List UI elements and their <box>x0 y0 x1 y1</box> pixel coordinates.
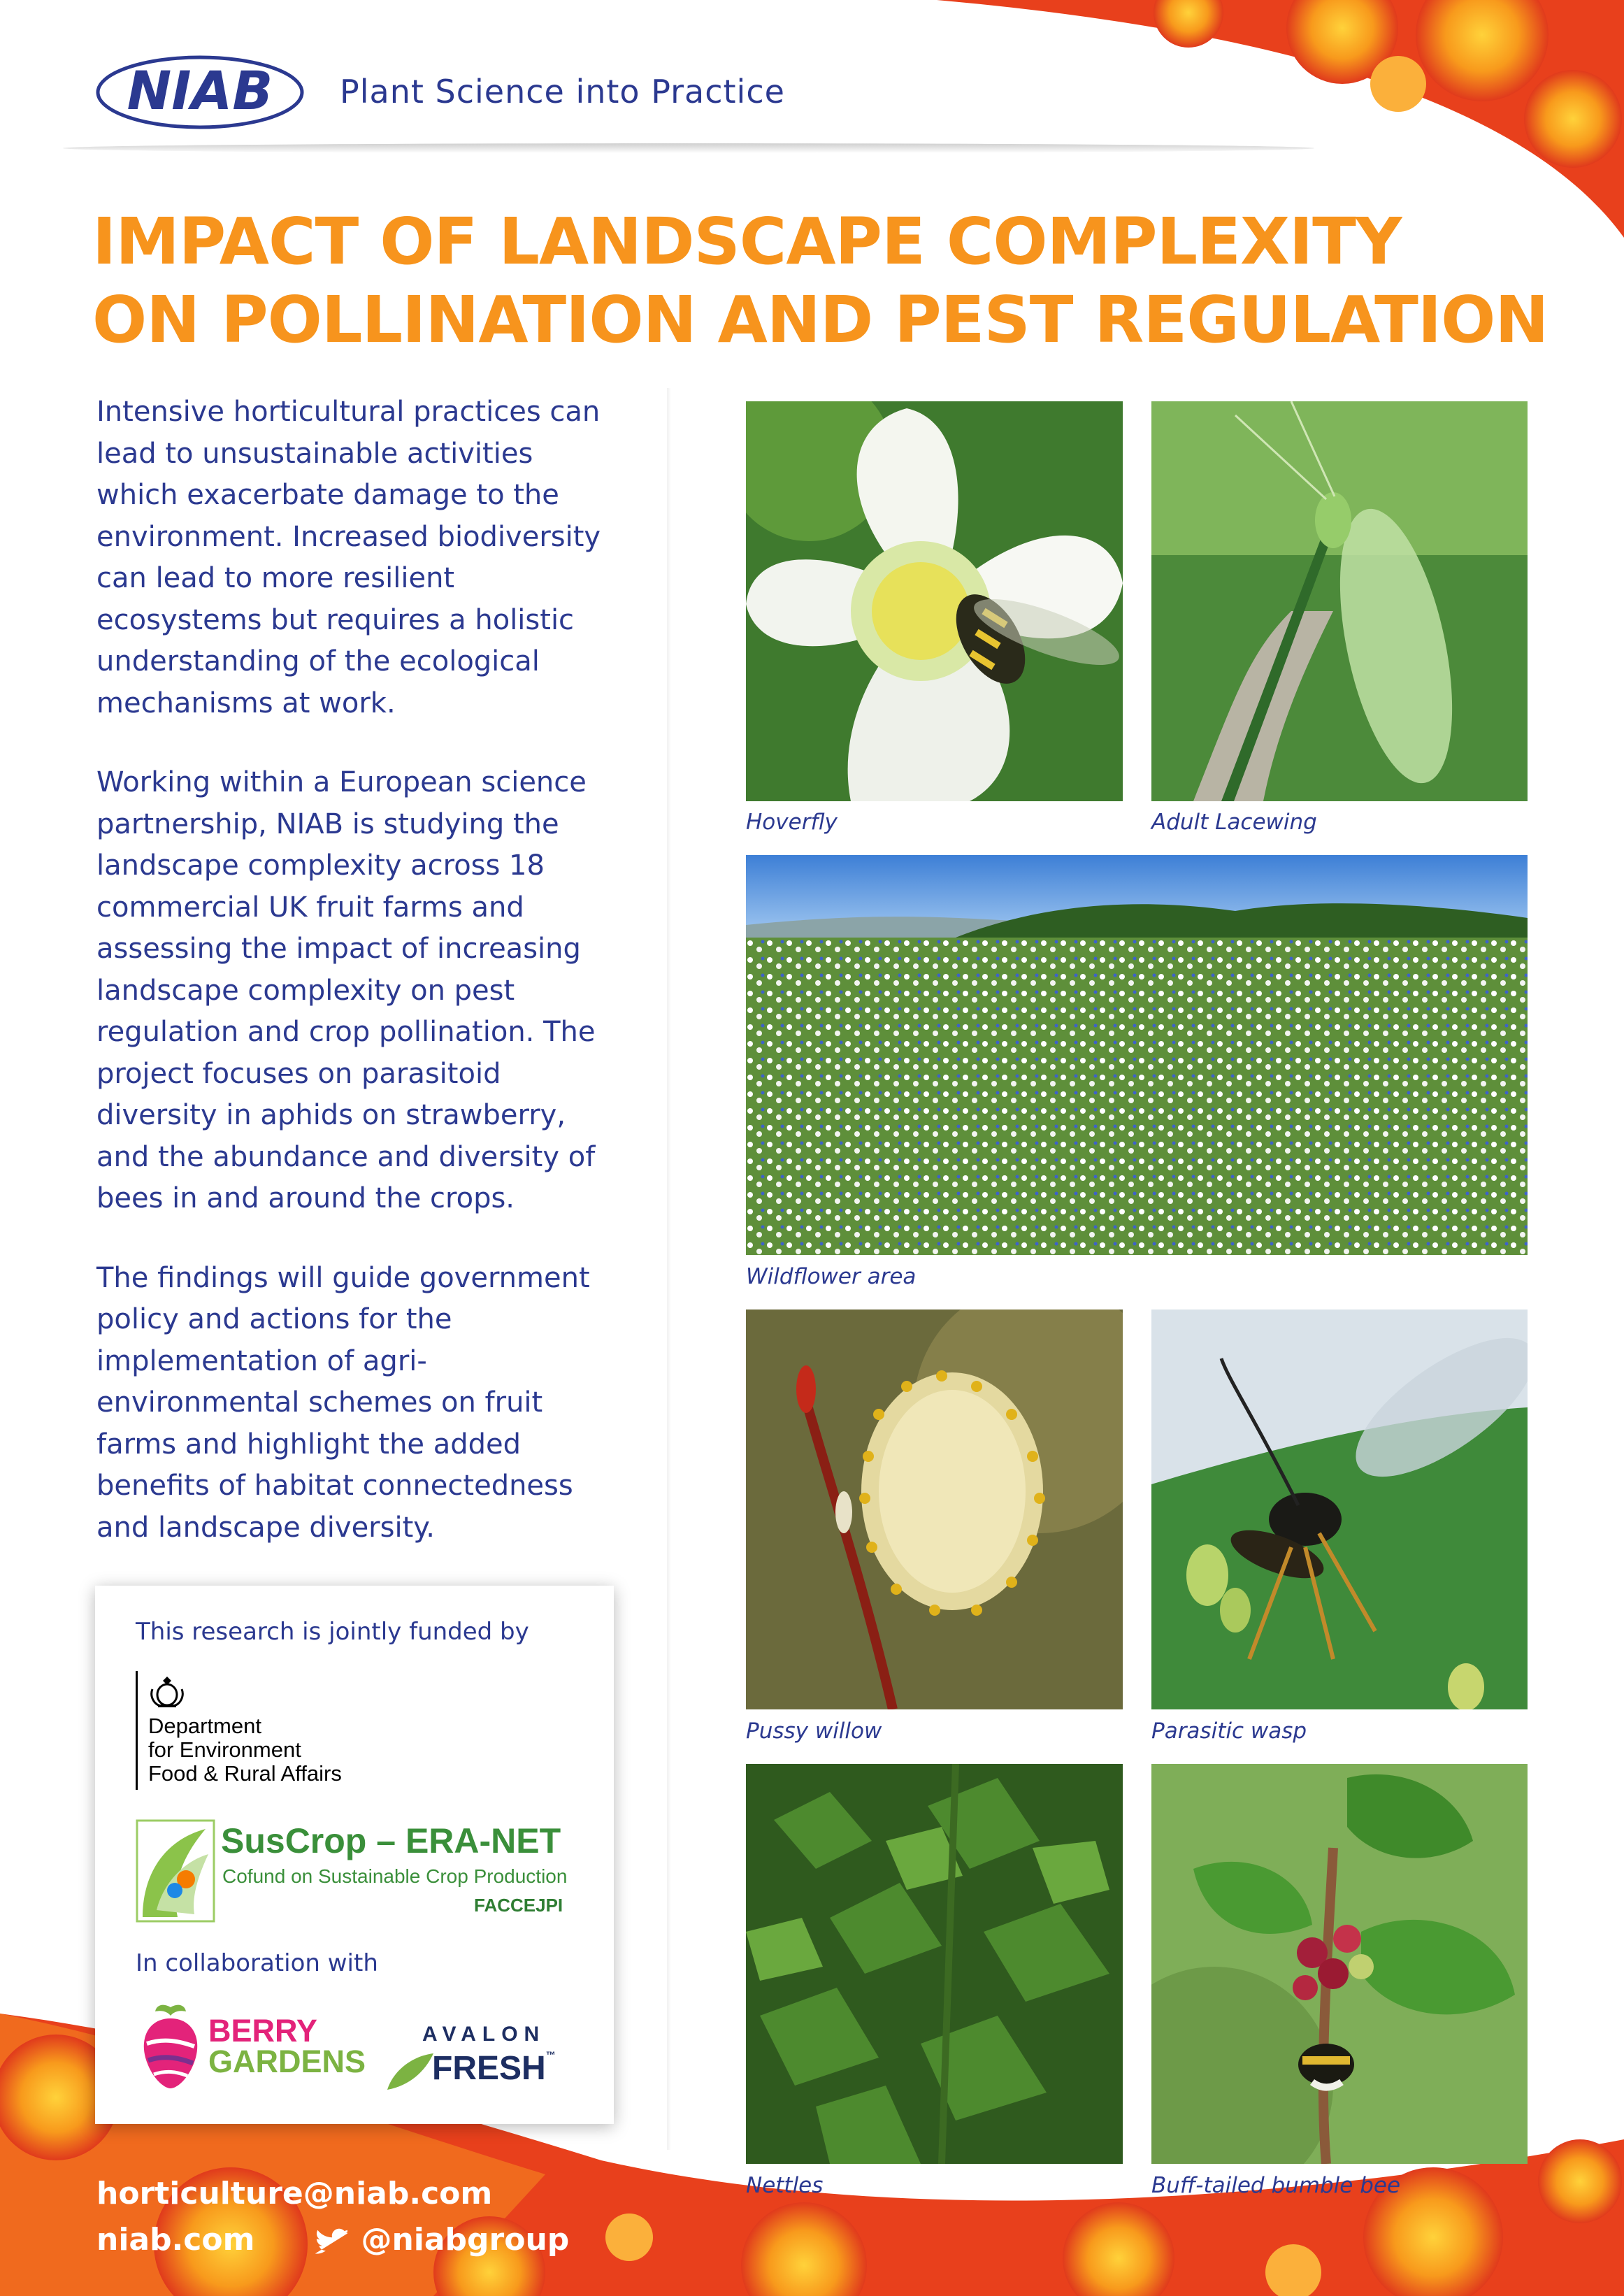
caption-bumble-bee: Buff-tailed bumble bee <box>1151 2173 1401 2198</box>
berry-gardens-logo <box>136 2002 373 2100</box>
photo-nettles <box>746 1764 1123 2164</box>
caption-parasitic-wasp: Parasitic wasp <box>1151 1719 1307 1744</box>
berry-icon <box>136 2002 206 2093</box>
title-line-2: ON POLLINATION AND PEST REGULATION <box>92 282 1548 357</box>
funders-box <box>95 1586 614 2124</box>
paragraph-intro: Intensive horticultural practices can lead to unsustainable activities which exacerbate damage to the environment. Increased biodiversity can lead to more resilient ecosystems but requires a holistic understanding of the ecological mechanisms at work. <box>96 396 601 719</box>
photo-lacewing <box>1151 401 1528 801</box>
suscrop-logo <box>136 1819 583 1924</box>
photo-bumble-bee <box>1151 1764 1528 2164</box>
paragraph-findings: The findings will guide government policy and actions for the implementation of agri-environmental schemes on fruit farms and highlight the added benefits of habitat connectedness and landscape diversity. <box>96 1261 590 1544</box>
avalon-fresh-text: FRESH <box>432 2050 546 2087</box>
header-divider <box>63 143 1314 153</box>
berry-line-1: BERRY <box>208 2013 317 2049</box>
defra-line-1: Department <box>148 1714 261 1738</box>
avalon-fresh-logo <box>386 2023 589 2100</box>
photo-pussy-willow <box>746 1310 1123 1709</box>
photo-parasitic-wasp <box>1151 1310 1528 1709</box>
caption-pussy-willow: Pussy willow <box>746 1719 882 1744</box>
berry-line-2: GARDENS <box>208 2044 366 2079</box>
paragraph-partnership: Working within a European science partnership, NIAB is studying the landscape complexity across 18 commercial UK fruit farms and assessing the impact of increasing landscape complexity on pest regulation and crop pollination. The project focuses on parasitoid diversity in aphids on strawberry, and the abundance and diversity of bees in and around the crops. <box>96 766 596 1214</box>
suscrop-subtitle: Cofund on Sustainable Crop Production <box>222 1865 568 1887</box>
caption-lacewing: Adult Lacewing <box>1151 810 1317 835</box>
caption-hoverfly: Hoverfly <box>746 810 838 835</box>
footer-website[interactable]: niab.com <box>96 2222 255 2258</box>
collaboration-lead: In collaboration with <box>136 1949 378 1977</box>
royal-crest-icon <box>148 1674 186 1709</box>
avalon-line-1: AVALON <box>422 2023 546 2046</box>
column-divider <box>667 388 671 2150</box>
body-text <box>96 392 614 1586</box>
photo-wildflower-area <box>746 855 1528 1255</box>
defra-text <box>148 1714 342 1786</box>
photo-hoverfly <box>746 401 1123 801</box>
suscrop-leaf-icon <box>136 1819 215 1924</box>
tagline: Plant Science into Practice <box>340 73 785 110</box>
defra-logo <box>136 1671 415 1790</box>
footer-contacts <box>96 2222 569 2258</box>
defra-bar <box>136 1671 138 1790</box>
caption-wildflower-area: Wildflower area <box>746 1264 917 1289</box>
funders-lead: This research is jointly funded by <box>136 1618 529 1646</box>
suscrop-name: SusCrop – ERA-NET <box>221 1821 561 1860</box>
avalon-trademark: ™ <box>545 2049 556 2060</box>
defra-line-3: Food & Rural Affairs <box>148 1761 342 1786</box>
avalon-leaf-icon <box>386 2051 435 2093</box>
defra-line-2: for Environment <box>148 1737 301 1762</box>
title-line-1: IMPACT OF LANDSCAPE COMPLEXITY <box>92 204 1402 279</box>
niab-logo-text: NIAB <box>127 59 273 122</box>
page-title <box>92 203 1560 359</box>
twitter-icon <box>315 2228 347 2255</box>
niab-logo <box>95 49 305 136</box>
caption-nettles: Nettles <box>746 2173 824 2198</box>
faccejpi-label: FACCEJPI <box>474 1895 563 1916</box>
footer-twitter[interactable]: @niabgroup <box>361 2222 570 2258</box>
footer-email[interactable]: horticulture@niab.com <box>96 2176 493 2211</box>
avalon-line-2 <box>432 2049 556 2088</box>
